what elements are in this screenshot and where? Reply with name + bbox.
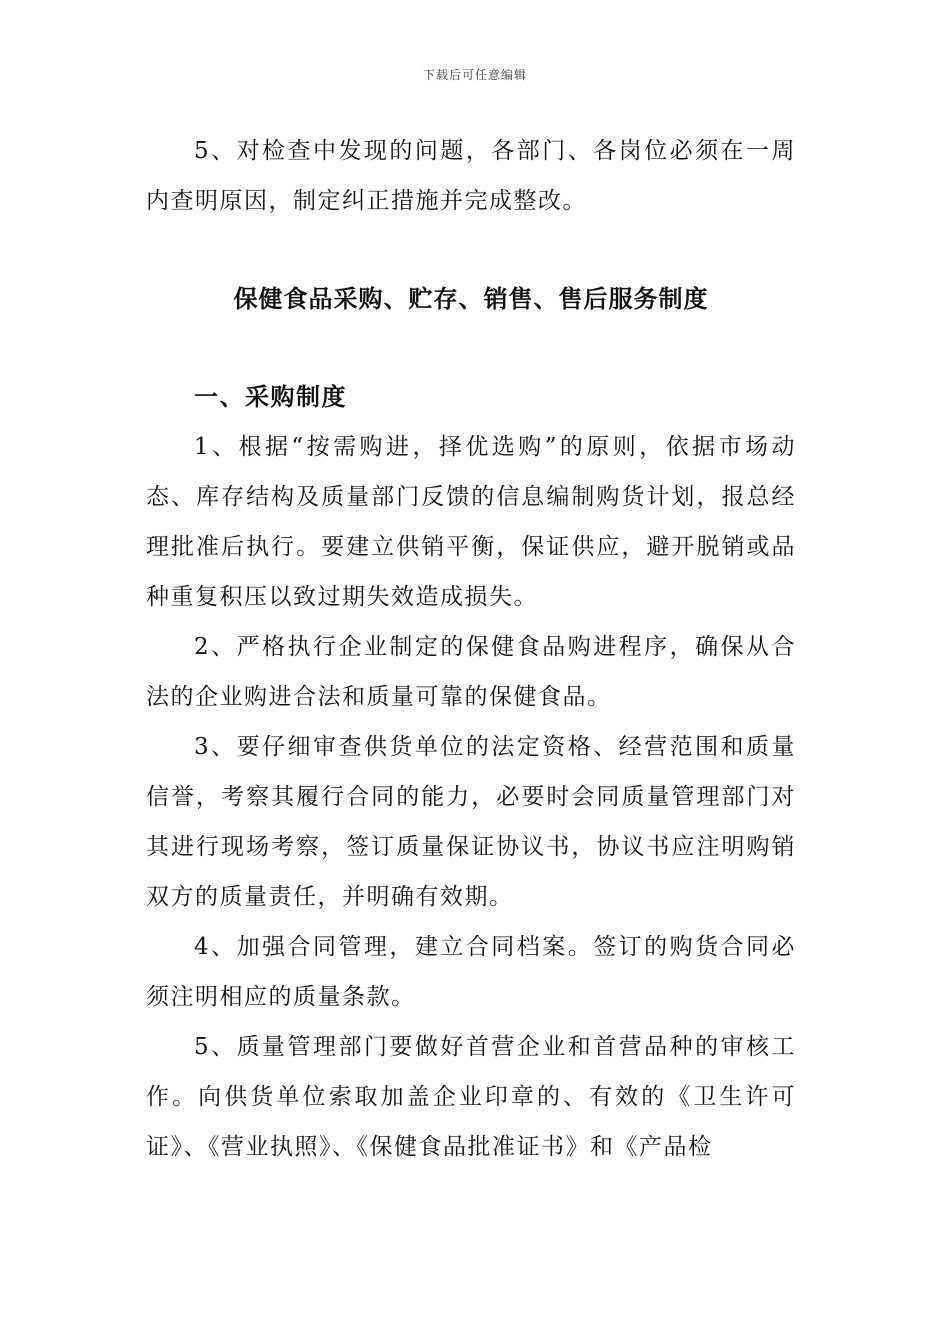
page-header-note: 下载后可任意编辑: [422, 68, 527, 82]
paragraph-item-4: 4、加强合同管理，建立合同档案。签订的购货合同必须注明相应的质量条款。: [146, 934, 796, 1010]
paragraph-inspection-rectification: 5、对检查中发现的问题，各部门、各岗位必须在一周内查明原因，制定纠正措施并完成整改。: [146, 138, 796, 214]
paragraph-item-5: 5、质量管理部门要做好首营企业和首营品种的审核工作。向供货单位索取加盖企业印章的、有效的《卫生许可证》、《营业执照》、《保健食品批准证书》和《产品检: [146, 1034, 796, 1160]
paragraph-item-3: 3、要仔细审查供货单位的法定资格、经营范围和质量信誉，考察其履行合同的能力，必要时会同质量管理部门对其进行现场考察，签订质量保证协议书，协议书应注明购销双方的质量责任，并明确有效期。: [146, 734, 796, 910]
section-heading-procurement: 一、采购制度: [194, 382, 347, 411]
paragraph-item-2: 2、严格执行企业制定的保健食品购进程序，确保从合法的企业购进合法和质量可靠的保健食品。: [146, 634, 796, 710]
document-body: [146, 126, 796, 1172]
paragraph-item-1: 1、根据“按需购进，择优选购”的原则，依据市场动态、库存结构及质量部门反馈的信息编制购货计划，报总经理批准后执行。要建立供销平衡，保证供应，避开脱销或品种重复积压以致过期失效造成损失。: [146, 434, 796, 610]
document-title: 保健食品采购、贮存、销售、售后服务制度: [233, 284, 709, 313]
